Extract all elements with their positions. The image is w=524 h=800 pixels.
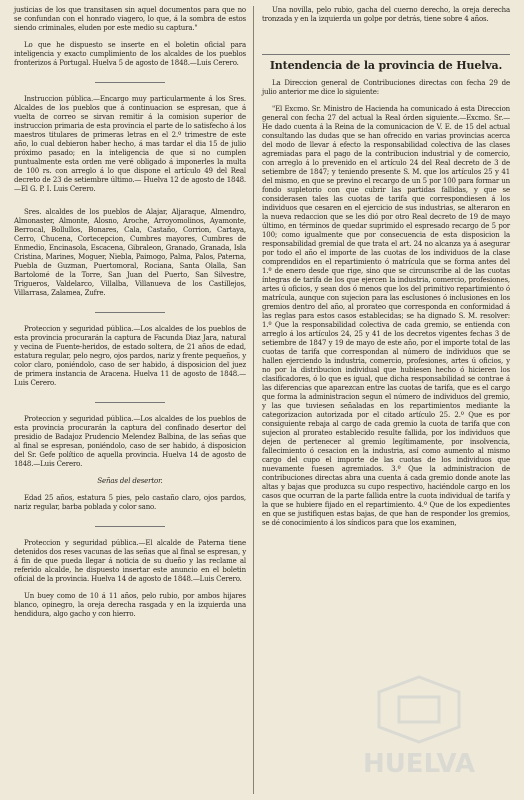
text-paragraph: Un buey como de 10 á 11 años, pelo rubio, por ambos hijares blanco, opinegro, la oreja derecha rasgada y en la izquierda una hendidura, algo gacho y con hierro. bbox=[14, 592, 246, 618]
section-heading: Señas del desertor. bbox=[97, 477, 163, 485]
separator bbox=[95, 312, 165, 313]
text-paragraph: Proteccion y seguridad pública.—El alcalde de Paterna tiene detenidos dos reses vacunas de las señas que al final se espresan, y á fin de que pueda llegar á noticia de su dueño y las reclame al referido alcalde, he dispuesto insertar este anuncio en el boletin oficial de la provincia. Huelva 14 de agosto de 1848.—Luis Cerero. bbox=[14, 539, 246, 583]
text-paragraph: Edad 25 años, estatura 5 pies, pelo castaño claro, ojos pardos, nariz regular, barba poblada y color sano. bbox=[14, 494, 246, 511]
text-paragraph: Instruccion pública.—Encargo muy particularmente á los Sres. Alcaldes de los pueblos que á continuacion se espresan, que á vuelta de correo se sirvan remitir á la comision superior de instruccion primaria de esta provincia el parte de lo satisfecho á los maestros titulares de primeras letras en el 2.º trimestre de este año, lo cual debieron haber hecho, á mas tardar el dia 15 de julio próximo pasado; en la inteligencia de que si no cumplen puntualmente esta orden me veré obligado á imponerles la multa de 100 rs. con arreglo á lo que dispone el artículo 49 del Real decreto de 23 de setiembre último.— Huelva 12 de agosto de 1848.—El G. P. I. Luis Cerero. bbox=[14, 95, 246, 193]
column-divider bbox=[253, 6, 254, 794]
huelva-watermark-logo bbox=[344, 672, 494, 782]
text-paragraph: Una novilla, pelo rubio, gacha del cuerno derecho, la oreja derecha tronzada y en la izquierda un golpe por detrás, tiene sobre 4 años. bbox=[262, 6, 510, 23]
text-paragraph: "El Excmo. Sr. Ministro de Hacienda ha comunicado á esta Direccion general con fecha 27 del actual la Real órden siguiente.—Excmo. Sr.—He dado cuenta á la Reina de la comunicacion de V. E. de 15 del actual consultando las dudas que se han ofrecido en varias provincias acerca del modo de llevar á efecto la responsabilidad colectiva de las clases agremiadas para el pago de la contribucion industrial y de comercio, con arreglo á lo prevenido en el artículo 24 del Real decreto de 3 de setiembre de 1847; y teniendo presente S. M. que los artículos 25 y 41 del mismo, en que se previno el recargo de un 5 por 100 para formar un fondo supletorio con que cubrir las partidas fallidas, y que se considerasen tales las cuotas de tarifa que correspondiesen á los individuos que cesaren en el ejercicio de sus industrias, se alteraron en la nueva redaccion que se les dió por otro Real decreto de 19 de mayo último, en términos de quedar suprimido el espresado recargo de 5 por 100; como igualmente que por consecuencia de esta disposicion la responsabilidad gremial de que trata el art. 24 no alcanza ya á asegurar por todo el año el importe de las cuotas de los individuos de la clase comprendidos en el repartimiento ó matrícula que se forma antes del 1.º de enero desde que rige, sino que se circunscribe al de las cuotas íntegras de tarifa de los que ejercen la industria, comercio, profesiones, artes ú oficios, y sean dos ó menos que los del primitivo repartimiento ó matrícula, aunque con sujecion para las esclusiones ó inclusiones en los gremios dentro del año, al prorateo que corresponda en conformidad á las reglas para estos casos establecidas; se ha dignado S. M. resolver: 1.º Que la responsabilidad colectiva de cada gremio, se entienda con arreglo á los artículos 24, 25 y 41 de los decretos vigentes fechas 3 de setiembre de 1847 y 19 de mayo de este año, por el importe total de las cuotas de tarifa que correspondan al número de individuos que se hallen ejerciendo la industria, comercio, profesiones, artes ú oficios, y no por la distribucion individual que hubiesen hecho ó hicieren los clasificadores, ó lo que es igual, que dicha responsabilidad se contrae á las diferencias que aparezcan entre las cuotas de tarifa, que es el cargo que forma la administracion segun el número de individuos del gremio, y las que tuviesen señaladas en los repartimientos mediante la categorizacion autorizada por el citado artículo 25. 2.º Que es por consiguiente rebaja al cargo de cada gremio la cuota de tarifa que con sujecion al prorateo establecido resulte fallida, por los individuos que dejen de pertenecer al gremio legítimamente, por insolvencia, fallecimiento ó cesacion en la industria, así como aumento al mismo cargo del cupo el importe de las cuotas de los individuos que nuevamente fuesen agremiados. 3.º Que la administracion de contribuciones directas abra una cuenta á cada gremio donde anote las altas y bajas que produzca su cupo respectivo, haciéndole cargo en los casos que ocurran de la parte fallida entre la cuota individual de tarifa y la que se hubiere fijado en el repartimiento. 4.º Que de los expedientes en que se justifiquen estas bajas, de que han de responder los gremios, se dé conocimiento á los síndicos para que los examinen, bbox=[262, 105, 510, 527]
separator bbox=[95, 82, 165, 83]
text-paragraph: La Direccion general de Contribuciones directas con fecha 29 de julio anterior me dice lo siguiente: bbox=[262, 79, 510, 96]
watermark-text: HUELVA bbox=[362, 749, 476, 779]
right-column bbox=[262, 6, 510, 536]
text-paragraph: Proteccion y seguridad pública.—Los alcaldes de los pueblos de esta provincia procurarán la captura de Facunda Diaz Jara, natural y vecina de Fuente-heridos, de estado soltera, de 21 años de edad, estatura regular, pelo negro, ojos pardos, nariz y frente pequeños, y color claro, poniéndolo, caso de ser habido, á disposicion del juez de primera instancia de Aracena. Huelva 11 de agosto de 1848.—Luis Cerero. bbox=[14, 325, 246, 387]
pueblos-list: Sres. alcaldes de los pueblos de Alajar, Aljaraque, Almendro, Almonaster, Almonte, Alosno, Aroche, Arroyomolinos, Ayamonte, Berrocal, Bollullos, Bonares, Cala, Castaño, Corrion, Cartaya, Cerro, Chucena, Cortecepcion, Cumbres mayores, Cumbres de Enmedio, Encinasola, Escacena, Gibraleon, Granado, Granada, Isla Cristina, Marines, Moguer, Niebla, Paimogo, Palma, Palos, Paterna, Puebla de Guzman, Puertomoral, Rociana, Santa Olalla, San Bartolomé de la Torre, San Juan del Puerto, San Silvestre, Trigueros, Valdelarco, Villalba, Villanueva de los Castillejos, Villarrasa, Zalamea, Zufre. bbox=[14, 208, 246, 297]
separator bbox=[95, 402, 165, 403]
section-title: Intendencia de la provincia de Huelva. bbox=[262, 54, 510, 73]
text-paragraph: Proteccion y seguridad pública.—Los alcaldes de los pueblos de esta provincia procurarán la captura del confinado desertor del presidio de Badajoz Prudencio Melendez Balbina, de las señas que al final se espresan, poniéndolo, caso de ser habido, á disposicion del Sr. Gefe político de aquella provincia. Huelva 14 de agosto de 1848.—Luis Cerero. bbox=[14, 415, 246, 468]
text-paragraph: justicias de los que transitasen sin aquel documentos para que no se confundan con el honrado viagero, lo que, á la sombra de estos siendo criminales, eluden por este medio su captura." bbox=[14, 6, 246, 32]
text-paragraph: Lo que he dispuesto se inserte en el boletin oficial para inteligencia y exacto cumplimiento de los alcaldes de los pueblos fronterizos á Portugal. Huelva 5 de agosto de 1848.—Luis Cerero. bbox=[14, 41, 246, 67]
separator bbox=[95, 526, 165, 527]
left-column bbox=[14, 6, 246, 627]
